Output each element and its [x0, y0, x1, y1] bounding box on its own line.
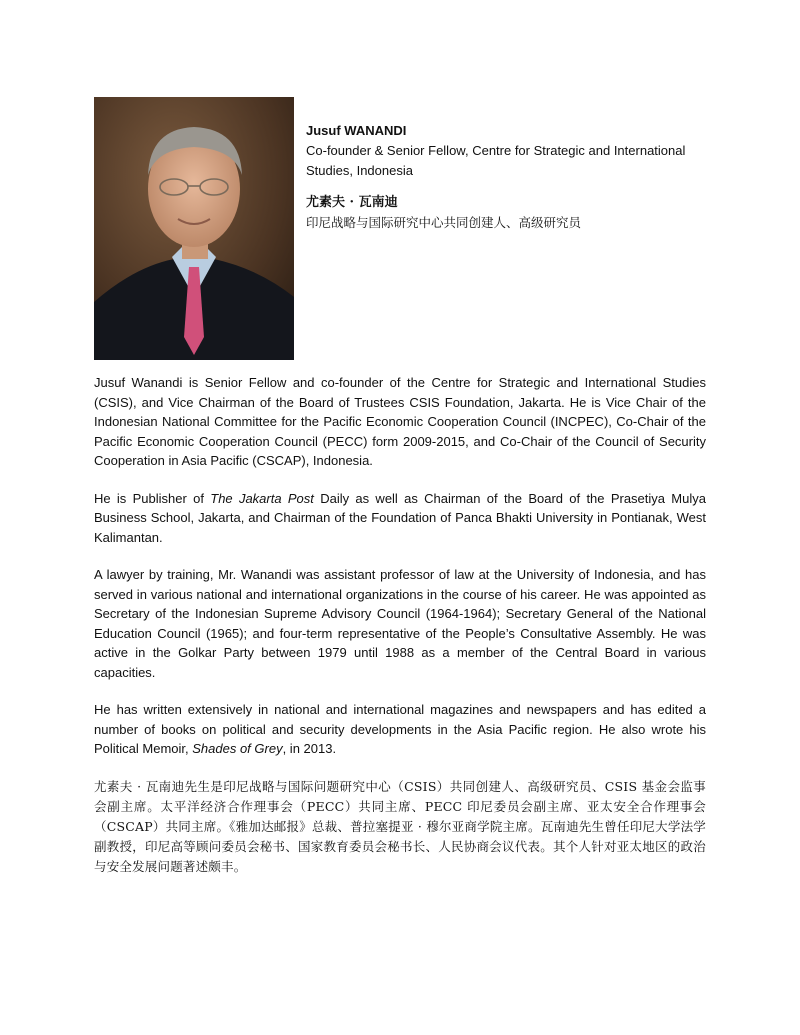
memoir-title: Shades of Grey	[192, 741, 283, 756]
publication-name: The Jakarta Post	[210, 490, 314, 506]
bio-p2-text-b: Daily as well as Chairman of the Board of the Prasetiya Mulya Business School, Jakarta, and Chairman of the Foundation of Panca Bhakti University in Pontianak, West Kalimantan.	[94, 490, 706, 545]
bio-p2-text-a: He is Publisher of	[94, 490, 211, 506]
portrait-icon	[94, 97, 294, 360]
portrait-photo	[94, 97, 294, 360]
bio-p4-text-a: He has written extensively in national and international magazines and newspapers and has edited a number of books on political and security developments in the Asia Pacific region. He also wrote his Political Memoir,	[94, 702, 706, 756]
bio-paragraph-4	[94, 700, 706, 759]
name-english: Jusuf WANANDI	[306, 123, 407, 138]
bio-paragraph-chinese: 尤素夫 · 瓦南迪先生是印尼战略与国际问题研究中心（CSIS）共同创建人、高级研究员、CSIS 基金会监事会副主席。太平洋经济合作理事会（PECC）共同主席、PECC 印尼委员会副主席、亚太安全合作理事会（CSCAP）共同主席。《雅加达邮报》总裁、普拉塞提亚 · 穆尔亚商学院主席。瓦南迪先生曾任印尼大学法学副教授，印尼高等顾问委员会秘书、国家教育委员会秘书长、人民协商会议代表。其个人针对亚太地区的政治与安全发展问题著述颇丰。	[94, 778, 706, 874]
bio-p4-text-b: , in 2013.	[282, 741, 337, 756]
title-english: Co-founder & Senior Fellow, Centre for Strategic and International Studies, Indonesia	[306, 143, 686, 178]
bio-paragraph-3: A lawyer by training, Mr. Wanandi was assistant professor of law at the University of Indonesia, and has served in various national and international organizations in the course of his career. He was appointed as Secretary of the Indonesian Supreme Advisory Council (1964-1964); Secretary General of the National Education Council (1965); and four-term representative of the People’s Consultative Assembly. He was active in the Golkar Party between 1979 until 1988 as a member of the Central Board in various capacities.	[94, 567, 706, 680]
title-chinese: 印尼战略与国际研究中心共同创建人、高级研究员	[306, 215, 582, 230]
bio-paragraph-2	[94, 489, 706, 548]
bio-paragraph-1: Jusuf Wanandi is Senior Fellow and co-founder of the Centre for Strategic and International Studies (CSIS), and Vice Chairman of the Board of Trustees CSIS Foundation, Jakarta. He is Vice Chair of the Indonesian National Committee for the Pacific Economic Cooperation Council (INCPEC), Co-Chair of the Pacific Economic Cooperation Council (PECC) form 2009-2015, and Co-Chair of the Council of Security Cooperation in Asia Pacific (CSCAP), Indonesia.	[94, 375, 706, 468]
biography	[94, 373, 706, 877]
profile-header	[306, 121, 726, 233]
name-chinese: 尤素夫 · 瓦南迪	[306, 195, 398, 210]
